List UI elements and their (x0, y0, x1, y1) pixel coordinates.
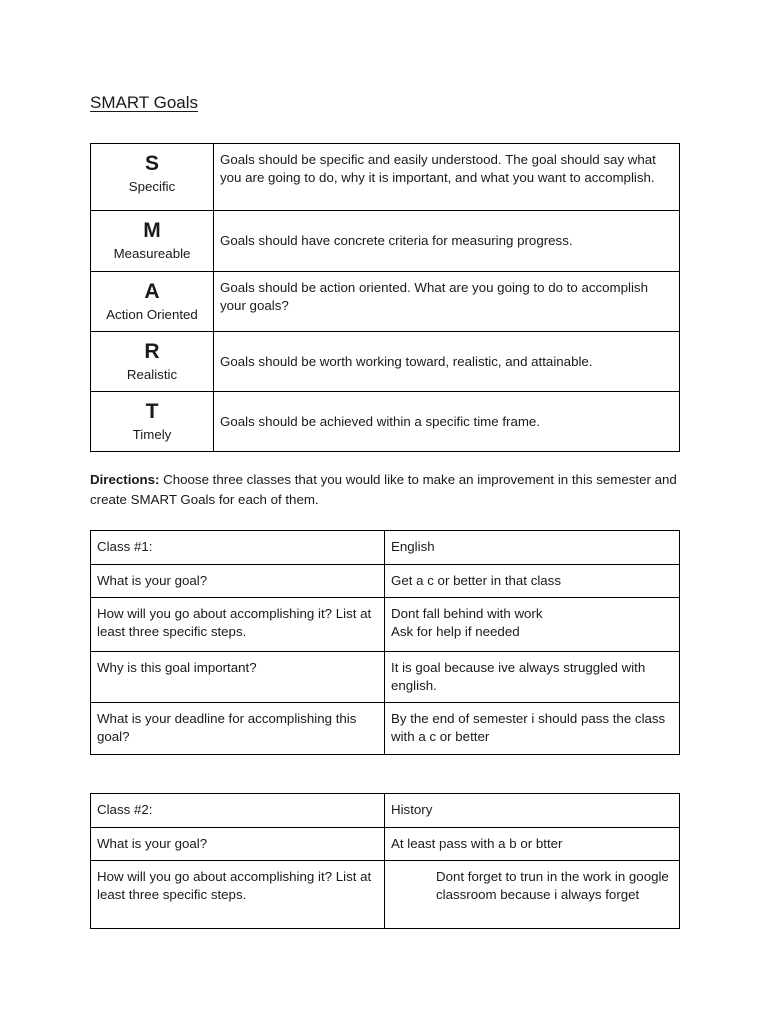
smart-description: Goals should have concrete criteria for measuring progress. (214, 211, 680, 272)
smart-letter: R (144, 340, 160, 363)
smart-letter: M (143, 219, 161, 242)
smart-letter-cell (91, 211, 214, 272)
page-title: SMART Goals (90, 93, 199, 112)
smart-word: Specific (128, 179, 176, 194)
smart-letter-cell (91, 332, 214, 392)
smart-description: Goals should be achieved within a specific time frame. (214, 392, 680, 452)
answer-cell[interactable] (385, 531, 680, 565)
answer-line: Dont fall behind with work (391, 606, 543, 621)
smart-letter: A (144, 280, 160, 303)
smart-letter-cell (91, 144, 214, 211)
class-1-goal-table (90, 530, 680, 755)
answer-cell[interactable] (385, 861, 680, 929)
smart-letter-cell (91, 272, 214, 332)
question-cell: How will you go about accomplishing it? List at least three specific steps. (91, 598, 385, 652)
smart-definitions-table (90, 143, 680, 452)
table-row (91, 598, 680, 652)
question-cell: What is your goal? (91, 828, 385, 861)
question-cell: Why is this goal important? (91, 652, 385, 703)
smart-row-t (91, 392, 680, 452)
answer-cell[interactable] (385, 828, 680, 861)
answer-line: By the end of semester i should pass the class with a c or better (391, 711, 666, 744)
table-row (91, 828, 680, 861)
answer-line: English (391, 539, 435, 554)
question-cell: What is your goal? (91, 565, 385, 598)
table-row (91, 531, 680, 565)
answer-cell[interactable] (385, 703, 680, 755)
directions-text (90, 470, 690, 510)
question-cell: Class #1: (91, 531, 385, 565)
table-row (91, 861, 680, 929)
smart-letter-cell (91, 392, 214, 452)
answer-line: Get a c or better in that class (391, 573, 561, 588)
answer-line: It is goal because ive always struggled with english. (391, 660, 646, 693)
question-cell: How will you go about accomplishing it? List at least three specific steps. (91, 861, 385, 929)
question-cell: What is your deadline for accomplishing this goal? (91, 703, 385, 755)
smart-description: Goals should be action oriented. What are you going to do to accomplish your goals? (214, 272, 680, 332)
table-row (91, 565, 680, 598)
smart-row-a (91, 272, 680, 332)
table-row (91, 703, 680, 755)
answer-cell[interactable] (385, 652, 680, 703)
answer-cell[interactable] (385, 794, 680, 828)
smart-letter: T (145, 400, 159, 423)
answer-line: Dont forget to trun in the work in google classroom because i always forget (436, 869, 669, 902)
table-row (91, 652, 680, 703)
smart-word: Realistic (126, 367, 178, 382)
smart-row-s (91, 144, 680, 211)
smart-description: Goals should be worth working toward, realistic, and attainable. (214, 332, 680, 392)
smart-word: Measureable (113, 246, 191, 261)
answer-cell[interactable] (385, 598, 680, 652)
class-2-goal-table (90, 793, 680, 929)
table-row (91, 794, 680, 828)
answer-line: At least pass with a b or btter (391, 836, 563, 851)
smart-description: Goals should be specific and easily understood. The goal should say what you are going to do, why it is important, and what you want to accomplish. (214, 144, 680, 211)
smart-word: Action Oriented (106, 307, 198, 322)
smart-letter: S (144, 152, 159, 175)
smart-row-m (91, 211, 680, 272)
answer-line: History (391, 802, 433, 817)
smart-word: Timely (132, 427, 172, 442)
answer-cell[interactable] (385, 565, 680, 598)
directions-label: Directions: (90, 472, 160, 487)
question-cell: Class #2: (91, 794, 385, 828)
directions-body: Choose three classes that you would like to make an improvement in this semester and create SMART Goals for each of them. (90, 472, 677, 507)
smart-row-r (91, 332, 680, 392)
answer-line: Ask for help if needed (391, 624, 520, 639)
